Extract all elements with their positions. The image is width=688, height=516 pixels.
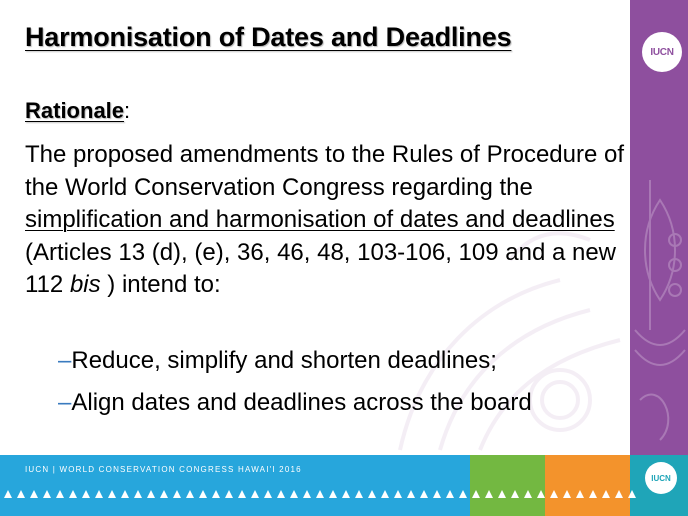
slide-title: Harmonisation of Dates and Deadlines <box>25 22 512 52</box>
footer-triangle <box>43 490 51 498</box>
footer-triangle <box>576 490 584 498</box>
bullet-list <box>58 340 532 424</box>
bullet-dash: – <box>58 347 72 374</box>
iucn-logo-text: IUCN <box>650 46 674 58</box>
footer-triangle <box>485 490 493 498</box>
footer-triangle <box>199 490 207 498</box>
footer-triangle <box>381 490 389 498</box>
footer-triangle <box>589 490 597 498</box>
footer-triangle <box>420 490 428 498</box>
footer-triangle <box>563 490 571 498</box>
iucn-footer-logo <box>645 462 677 494</box>
bullet-text: Align dates and deadlines across the board <box>71 389 532 416</box>
footer-triangle <box>238 490 246 498</box>
footer-triangle <box>602 490 610 498</box>
bullet-dash: – <box>58 389 72 416</box>
footer-triangle <box>394 490 402 498</box>
footer-triangle <box>628 490 636 498</box>
footer-triangle <box>316 490 324 498</box>
footer-triangle <box>108 490 116 498</box>
footer-triangle <box>69 490 77 498</box>
footer-triangle <box>407 490 415 498</box>
footer-triangle <box>121 490 129 498</box>
footer-triangle <box>303 490 311 498</box>
footer-triangle <box>433 490 441 498</box>
footer-triangle <box>4 490 12 498</box>
body-text-part2: (Articles 13 (d), (e), 36, 46, 48, 103-106, 109 and a new 112 <box>25 238 617 298</box>
footer-triangle <box>17 490 25 498</box>
footer-triangle <box>459 490 467 498</box>
footer-triangle <box>264 490 272 498</box>
footer-triangle <box>368 490 376 498</box>
footer-triangle <box>511 490 519 498</box>
footer-triangle <box>329 490 337 498</box>
footer-triangle <box>173 490 181 498</box>
footer-text: IUCN | WORLD CONSERVATION CONGRESS HAWAI'I 2016 <box>25 465 302 474</box>
footer-triangle <box>95 490 103 498</box>
footer-triangle <box>615 490 623 498</box>
footer-triangle <box>472 490 480 498</box>
iucn-logo <box>642 32 682 72</box>
footer-triangle <box>160 490 168 498</box>
bullet-item <box>58 382 532 424</box>
footer-triangle <box>524 490 532 498</box>
footer-triangle <box>225 490 233 498</box>
footer-triangle <box>251 490 259 498</box>
footer-triangle <box>355 490 363 498</box>
rationale-body <box>25 139 630 302</box>
footer-triangle <box>30 490 38 498</box>
footer-triangle <box>342 490 350 498</box>
footer-triangle <box>186 490 194 498</box>
footer-triangle <box>277 490 285 498</box>
body-underlined-phrase: simplification and harmonisation of dates and deadlines <box>25 206 615 233</box>
rationale-colon: : <box>124 98 131 123</box>
bullet-item <box>58 340 532 382</box>
footer-triangle <box>212 490 220 498</box>
footer-triangle <box>134 490 142 498</box>
iucn-footer-logo-text: IUCN <box>651 473 671 483</box>
footer-triangle <box>550 490 558 498</box>
footer-triangle <box>147 490 155 498</box>
body-text-part1: The proposed amendments to the Rules of Procedure of the World Conservation Congress regarding the <box>25 141 625 201</box>
footer-triangle <box>537 490 545 498</box>
footer-triangle <box>290 490 298 498</box>
footer-triangle-pattern <box>0 486 688 500</box>
footer-triangle <box>56 490 64 498</box>
footer-triangle <box>82 490 90 498</box>
footer-triangle <box>446 490 454 498</box>
body-italic-bis: bis <box>69 271 101 298</box>
body-text-part3: ) intend to: <box>100 271 221 298</box>
bullet-text: Reduce, simplify and shorten deadlines; <box>71 347 497 374</box>
footer-triangle <box>498 490 506 498</box>
rationale-heading <box>25 98 130 124</box>
rationale-label: Rationale <box>25 98 125 123</box>
